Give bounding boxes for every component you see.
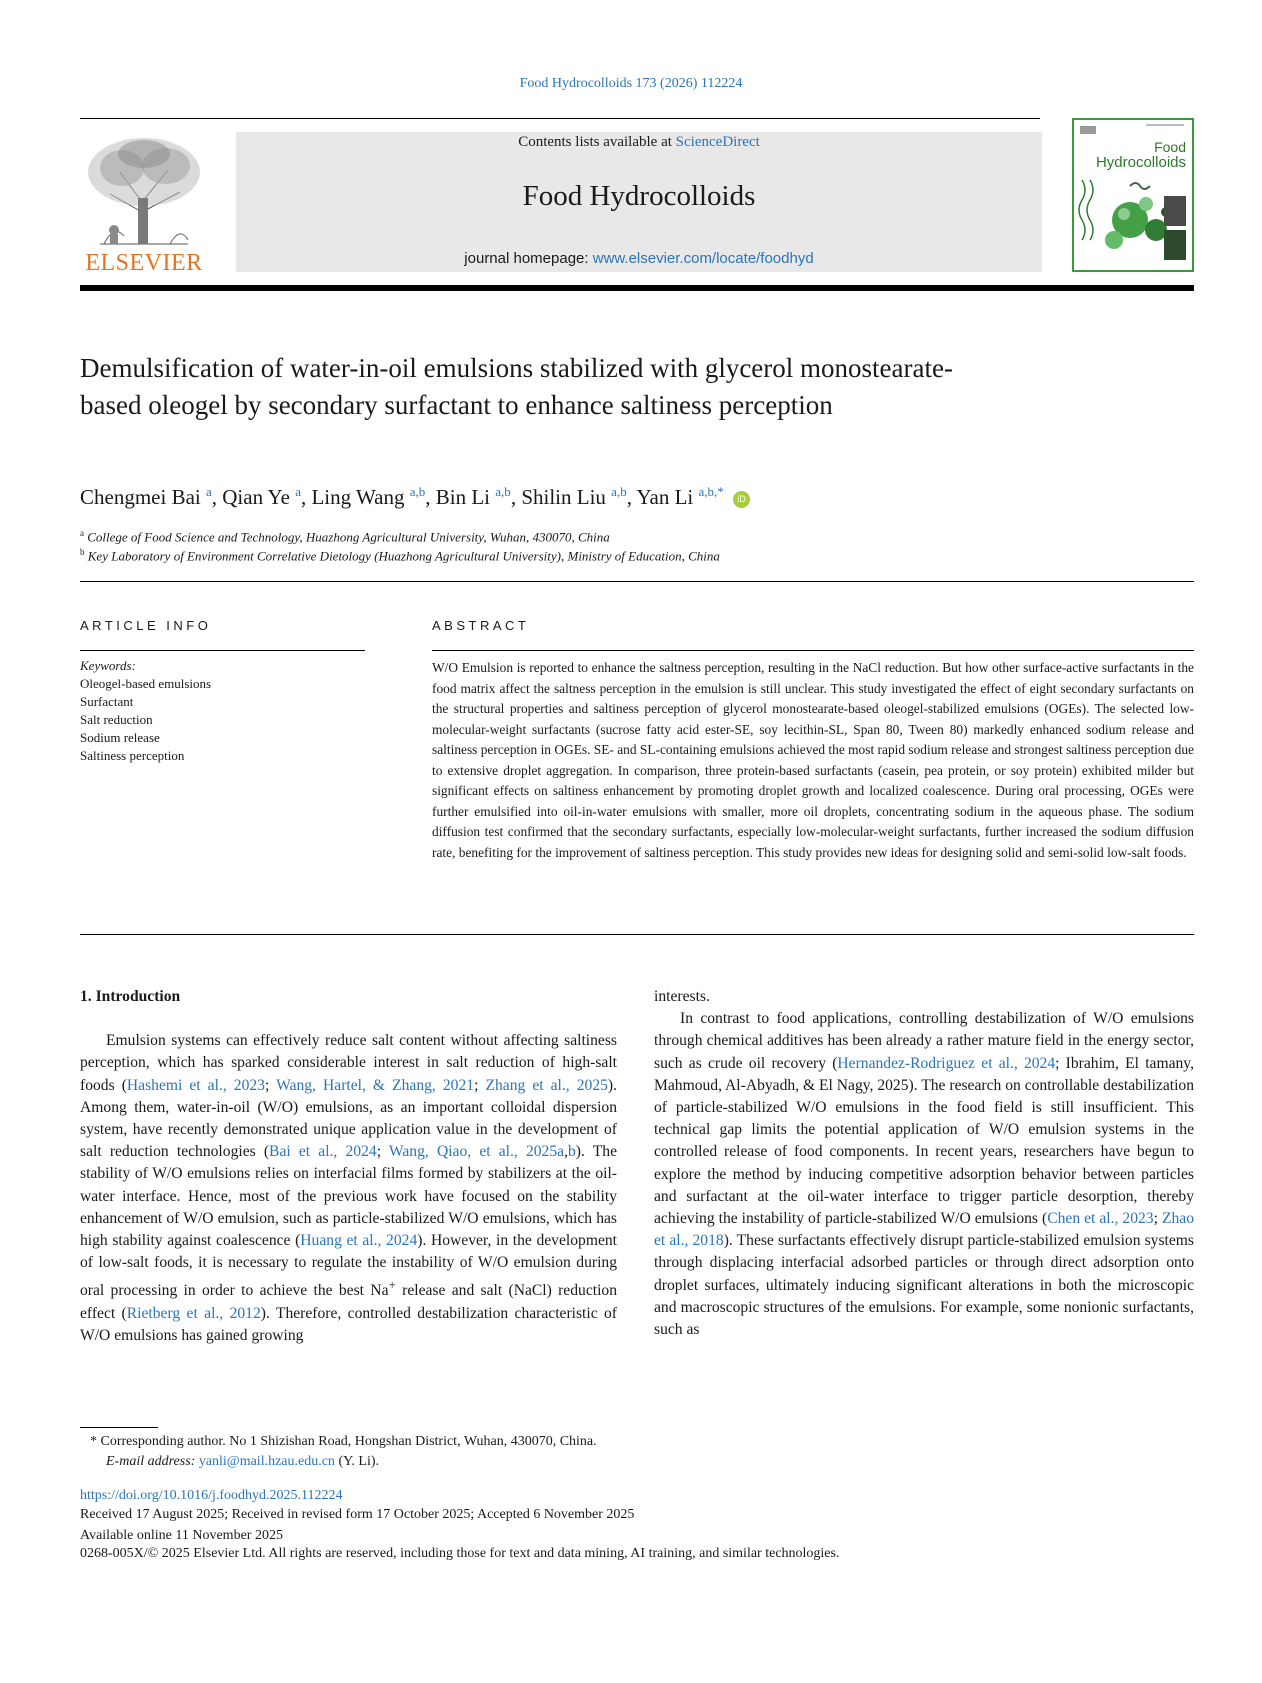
keyword-item: Saltiness perception [80,748,185,763]
section-rule [80,581,1194,582]
author-affiliation-mark[interactable]: a,b [495,484,511,499]
article-title: Demulsification of water-in-oil emulsions stabilized with glycerol monostearate-based oleogel by secondary surfactant to enhance saltiness perception [80,353,953,420]
citation-link[interactable]: Hernandez-Rodriguez et al., 2024 [837,1054,1056,1072]
intro-paragraph-1 [80,1030,617,1347]
author-affiliation-mark[interactable]: a,b [611,484,627,499]
sodium-superscript: + [388,1277,396,1293]
doi-link[interactable]: https://doi.org/10.1016/j.foodhyd.2025.112224 [80,1488,343,1503]
elsevier-tree-icon [80,132,208,250]
citation-link[interactable]: Zhang et al., 2025 [485,1076,608,1094]
footnote-rule [80,1427,158,1428]
intro-paragraph-2 [654,1008,1194,1341]
body-column-right [654,986,1194,1341]
contents-prefix: Contents lists available at [518,134,676,150]
citation-link[interactable]: Bai et al., 2024 [269,1143,377,1161]
keyword-item: Oleogel-based emulsions [80,676,212,691]
citation-link[interactable]: Wang, Hartel, & Zhang, 2021 [276,1076,475,1094]
elsevier-wordmark: ELSEVIER [85,250,203,276]
section-rule [80,934,1194,935]
author-name[interactable]: Qian Ye [222,485,290,509]
affiliation-b [80,547,720,564]
body-text: ; [474,1076,486,1094]
keyword-item: Salt reduction [80,712,153,727]
citation-link[interactable]: Hashemi et al., 2023 [126,1076,265,1094]
cover-title [1096,140,1186,170]
email-note [106,1454,379,1470]
elsevier-logo [80,132,208,274]
author-name[interactable]: Ling Wang [311,485,405,509]
intro-paragraph-continued: interests. [654,988,710,1005]
available-online: Available online 11 November 2025 [80,1528,283,1543]
body-text: ). Among them, water-in-oil (W/O) emulsions, as an important colloidal dispersion system, have recently demonstrated unique application value in the development of salt reduction technologies ( [80,1076,618,1161]
body-text: , [564,1143,568,1161]
article-info-rule [80,650,365,651]
body-text: Emulsion systems can effectively reduce salt content without affecting saltiness perception, which has sparked considerable interest in salt reduction of high-salt foods ( [80,1032,617,1094]
body-text: release and salt (NaCl) reduction effect ( [80,1282,617,1322]
keywords-label: Keywords: [80,658,136,673]
homepage-prefix: journal homepage: [464,250,593,267]
author-name[interactable]: Bin Li [435,485,491,509]
homepage-line [236,250,1042,267]
body-text: In contrast to food applications, controlling destabilization of W/O emulsions through chemical additives has been already a rather mature field in the energy sector, such as crude oil recovery ( [654,1010,1194,1072]
body-column-left [80,986,617,1347]
cover-title-line1: Food [1154,139,1186,155]
keywords-block [80,657,365,765]
header-thick-rule [80,285,1194,291]
email-link[interactable]: yanli@mail.hzau.edu.cn [198,1454,335,1469]
author-affiliation-mark[interactable]: a [295,484,301,499]
email-suffix: (Y. Li). [334,1454,380,1469]
copyright-notice: 0268-005X/© 2025 Elsevier Ltd. All rights are reserved, including those for text and data mining, AI training, and similar technologies. [80,1546,840,1561]
author-affiliation-mark[interactable]: a,b [409,484,426,499]
author-affiliation-mark[interactable]: a [205,484,212,499]
body-text: ). These surfactants effectively disrupt particle-stabilized emulsion systems through displacing interfacial adsorbed particles or through direct adsorption onto droplet surfaces, ultimately inducing significant alterations in both the microscopic and macroscopic structures of the emulsions. For example, some nonionic surfactants, such as [654,1232,1194,1339]
author-name[interactable]: Shilin Liu [521,485,606,509]
journal-cover[interactable] [1072,118,1194,272]
affiliation-a [80,528,610,545]
citation-link[interactable]: b [567,1143,576,1161]
author-affiliation-mark[interactable]: a,b,* [698,484,724,499]
keyword-item: Surfactant [80,694,134,709]
corresponding-author-note: * Corresponding author. No 1 Shizishan Road, Hongshan District, Wuhan, 430070, China. [90,1434,597,1449]
affiliation-text: College of Food Science and Technology, Huazhong Agricultural University, Wuhan, 430070, China [87,529,610,545]
citation-link[interactable]: Huang et al., 2024 [300,1232,418,1250]
journal-name: Food Hydrocolloids [522,180,756,212]
body-text: ). Therefore, controlled destabilization characteristic of W/O emulsions has gained growing [80,1304,617,1345]
body-text: ; [264,1076,277,1094]
article-info-heading: ARTICLE INFO [80,618,212,633]
body-text: ). The stability of W/O emulsions relies on interfacial films formed by stabilizers at the oil-water interface. Hence, most of the previous work have focused on the stability enhancement of W/O emulsion, such as particle-stabilized W/O emulsions, which has high stability against coalescence ( [80,1143,617,1250]
abstract-text: W/O Emulsion is reported to enhance the saltness perception, resulting in the NaCl reduction. But how other surface-active surfactants in the food matrix affect the saltness perception in the emulsion is still unclear. This study investigated the effect of eight secondary surfactants on the structural properties and saltiness perception of glycerol monostearate-based oleogel-stabilized emulsions (OGEs). The selected low-molecular-weight surfactants (sucrose fatty acid ester-SE, soy lecithin-SL, Span 80, Tween 80) markedly enhanced sodium release and saltiness perception in OGEs. SE- and SL-containing emulsions achieved the most rapid sodium release and strongest saltiness perception due to extensive droplet aggregation. In comparison, three protein-based surfactants (casein, pea protein, or soy protein) exhibited milder but significant effects on saltiness enhancement by promoting droplet growth and localized coalescence. During oral processing, OGEs were further emulsified into oil-in-water emulsions with smaller, more oil droplets, concentrating sodium in the aqueous phase. The sodium diffusion test confirmed that the secondary surfactants, especially low-molecular-weight surfactants, further increased the sodium diffusion rate, benefiting for the improvement of saltiness perception. This study provides new ideas for designing solid and semi-solid low-salt foods. [432,660,1194,860]
journal-masthead [236,132,1042,272]
keyword-item: Sodium release [80,730,160,745]
email-label: E-mail address: [106,1454,196,1469]
homepage-link[interactable]: www.elsevier.com/locate/foodhyd [592,250,814,267]
body-text: ; Ibrahim, El tamany, Mahmoud, Al-Abyadh, & El Nagy, 2025). The research on controllable destabilization of particle-stabilized W/O emulsions in the food field is still insufficient. This technical gap limits the potential application of W/O emulsion systems in the controlled release of food components. In recent years, researchers have begun to explore the method by inducing competitive adsorption behavior between particles and surfactant at the oil-water interface to trigger particle desorption, thereby achieving the instability of particle-stabilized W/O emulsions ( [654,1054,1195,1228]
abstract-rule [432,650,1194,651]
sciencedirect-link[interactable]: ScienceDirect [675,134,760,150]
received-dates: Received 17 August 2025; Received in revised form 17 October 2025; Accepted 6 November 2025 [80,1507,635,1522]
body-text: ; [1153,1210,1162,1228]
citation-link[interactable]: Rietberg et al., 2012 [126,1304,261,1322]
author-name[interactable]: Chengmei Bai [80,485,201,509]
citation-link[interactable]: Chen et al., 2023 [1047,1210,1154,1228]
affiliation-text: Key Laboratory of Environment Correlative Dietology (Huazhong Agricultural University), Ministry of Education, China [87,548,720,564]
cover-title-line2: Hydrocolloids [1095,154,1186,171]
contents-line [236,132,1042,151]
abstract-heading: ABSTRACT [432,618,530,633]
citation-link[interactable]: Wang, Qiao, et al., 2025a [388,1143,565,1161]
orcid-icon[interactable]: iD [733,491,750,508]
journal-reference[interactable]: Food Hydrocolloids 173 (2026) 112224 [519,76,743,91]
author-list: Chengmei Bai $^a$, Qian Ye $^a$, Ling Wang $^{a,b}$, Bin Li $^{a,b}$, Shilin Liu $^{a,b}$, Yan Li $^{a,b,*}$ iD [80,484,1080,510]
section-heading: 1. Introduction [80,988,181,1005]
header-rule [80,118,1040,119]
body-text: ). However, in the development of low-salt foods, it is necessary to regulate the instability of W/O emulsion during oral processing in order to achieve the best Na [80,1232,617,1300]
body-text: ; [376,1143,389,1161]
author-name[interactable]: Yan Li [636,485,694,509]
affiliation-mark: b [80,547,85,557]
citation-link[interactable]: Zhao et al., 2018 [654,1210,1194,1250]
affiliation-mark: a [80,528,84,538]
